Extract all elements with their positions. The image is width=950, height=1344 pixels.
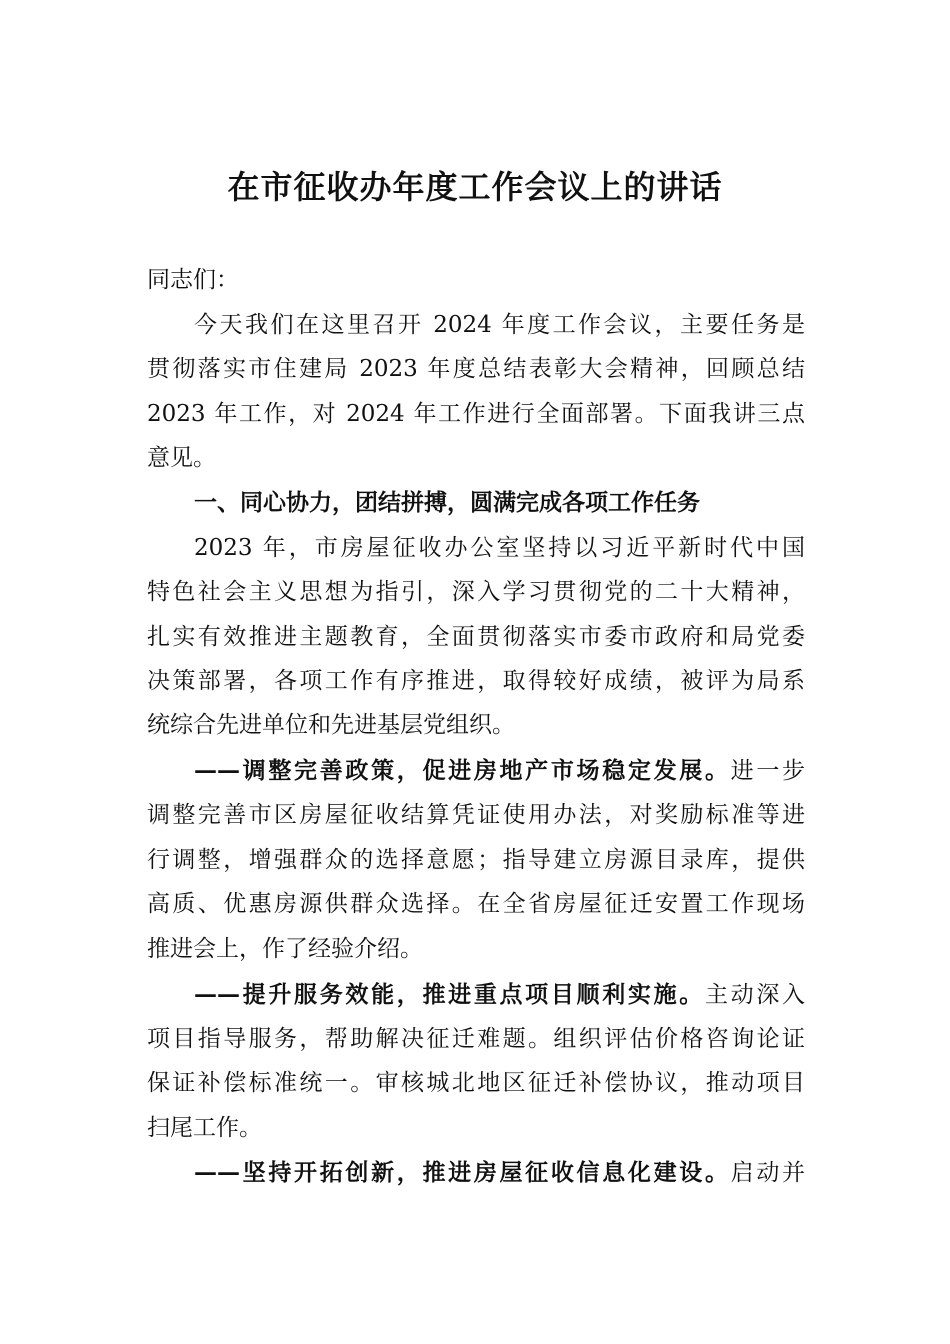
heading-text: 一、同心协力，团结拼搏，圆满完成各项工作任务 [194, 490, 700, 516]
body-text: 2023 年，市房屋征收办公室坚持以习近平新时代中国 [194, 535, 805, 561]
paragraph-line [147, 577, 805, 607]
body-text: 决策部署，各项工作有序推进，取得较好成绩，被评为局系 [147, 668, 805, 694]
paragraph-line [194, 1158, 805, 1188]
body-text: 行调整，增强群众的选择意愿；指导建立房源目录库，提供 [147, 847, 805, 873]
document-title: 在市征收办年度工作会议上的讲话 [227, 168, 723, 206]
paragraph-line [147, 1068, 805, 1098]
bold-lead-text: ——提升服务效能，推进重点项目顺利实施。 [194, 981, 705, 1008]
paragraph-line [194, 310, 805, 340]
paragraph-line [194, 533, 805, 563]
paragraph-line [147, 399, 805, 429]
body-text: 贯彻落实市住建局 2023 年度总结表彰大会精神，回顾总结 [147, 356, 805, 382]
body-text: 项目指导服务，帮助解决征迁难题。组织评估价格咨询论证 [147, 1026, 805, 1052]
section-heading [194, 488, 805, 518]
paragraph-line [147, 800, 805, 830]
paragraph-line [147, 934, 805, 964]
paragraph-line [147, 265, 805, 295]
paragraph-line [147, 1024, 805, 1054]
body-text: 扫尾工作。 [147, 1115, 262, 1141]
paragraph-line [147, 1113, 805, 1143]
paragraph-line [147, 845, 805, 875]
paragraph-line [194, 980, 805, 1010]
bold-lead-text: ——调整完善政策，促进房地产市场稳定发展。 [194, 757, 731, 784]
body-text: 扎实有效推进主题教育，全面贯彻落实市委市政府和局党委 [147, 624, 805, 650]
bold-lead-text: ——坚持开拓创新，推进房屋征收信息化建设。 [194, 1159, 731, 1186]
paragraph-line [147, 622, 805, 652]
body-text: 推进会上，作了经验介绍。 [147, 936, 423, 962]
body-text: 进一步 [730, 758, 806, 784]
paragraph-line [147, 889, 805, 919]
paragraph-line [194, 756, 805, 786]
body-text: 今天我们在这里召开 2024 年度工作会议，主要任务是 [194, 312, 805, 338]
paragraph-line [147, 354, 805, 384]
body-text: 高质、优惠房源供群众选择。在全省房屋征迁安置工作现场 [147, 891, 805, 917]
body-text: 2023 年工作，对 2024 年工作进行全面部署。下面我讲三点 [147, 401, 805, 427]
paragraph-line [147, 443, 805, 473]
body-text: 特色社会主义思想为指引，深入学习贯彻党的二十大精神， [147, 579, 805, 605]
body-text: 统综合先进单位和先进基层党组织。 [147, 712, 515, 738]
body-text: 调整完善市区房屋征收结算凭证使用办法，对奖励标准等进 [147, 802, 805, 828]
body-text: 意见。 [147, 445, 216, 471]
body-text: 保证补偿标准统一。审核城北地区征迁补偿协议，推动项目 [147, 1070, 805, 1096]
body-text: 启动并 [730, 1160, 806, 1186]
paragraph-line [147, 710, 805, 740]
paragraph-line [147, 666, 805, 696]
body-text: 同志们： [147, 267, 239, 293]
body-text: 主动深入 [704, 982, 806, 1008]
